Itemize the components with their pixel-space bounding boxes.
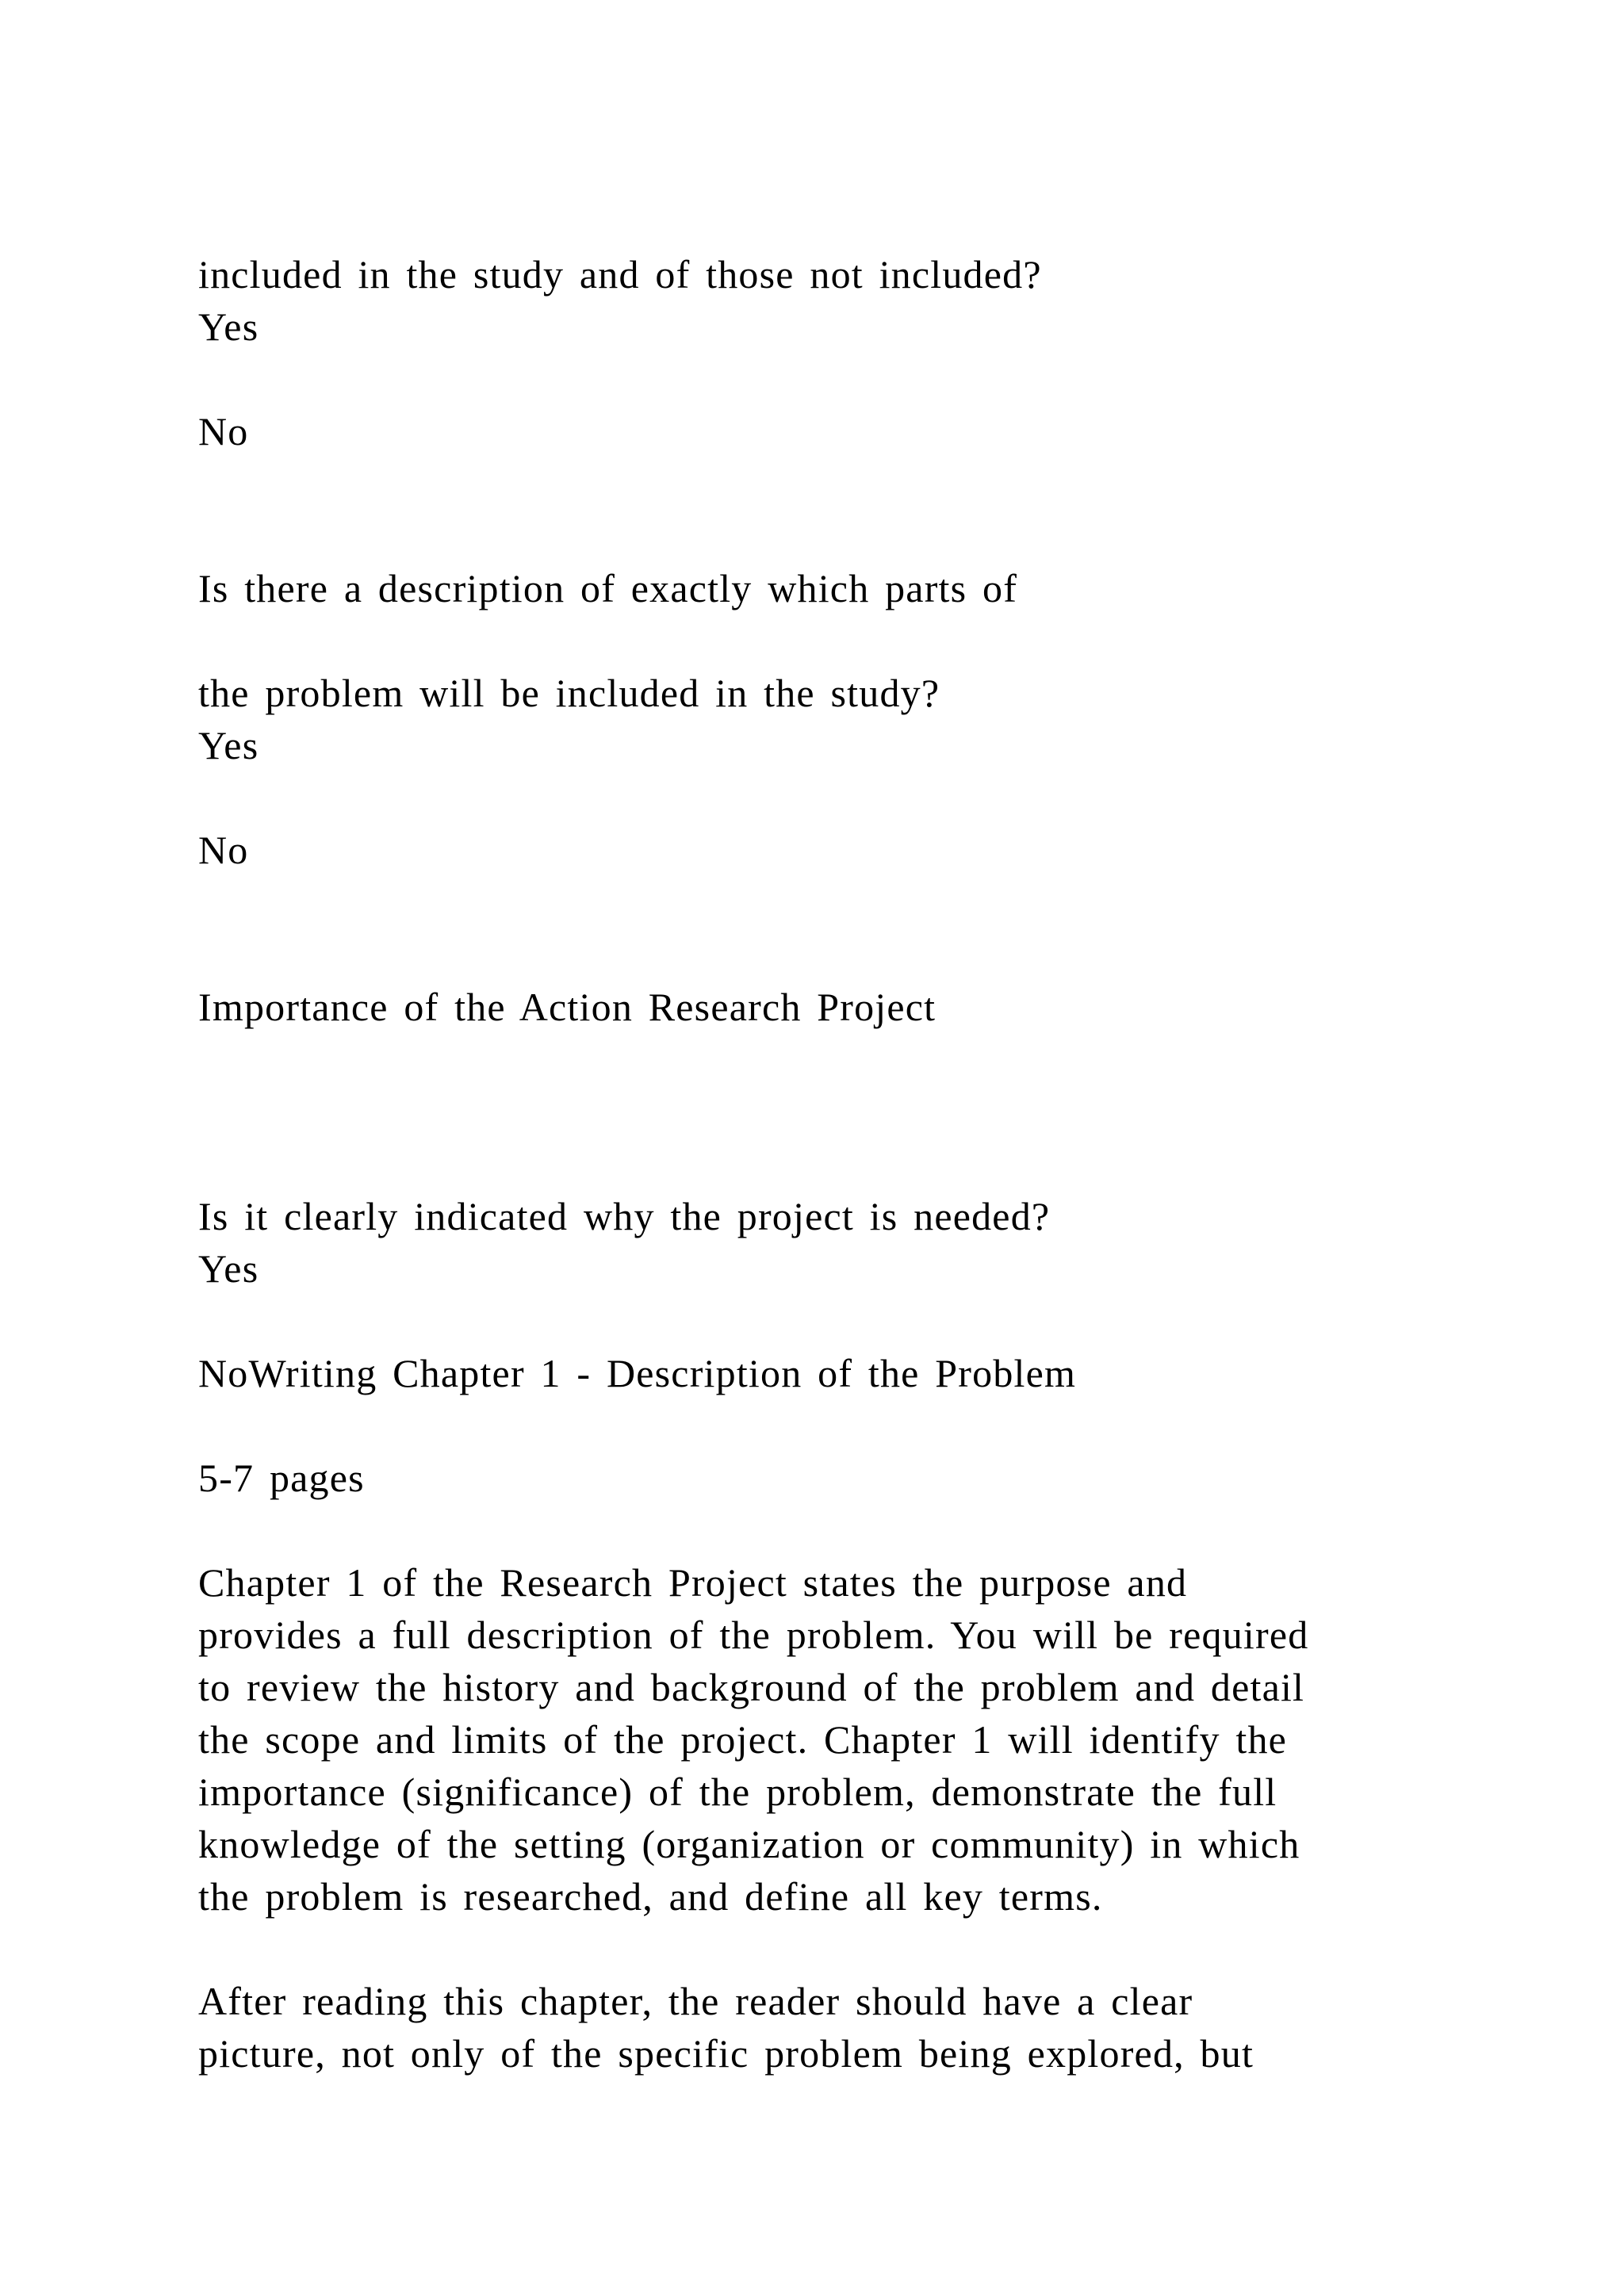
question-line: Is it clearly indicated why the project is needed? (198, 1194, 1051, 1238)
paragraph-line: After reading this chapter, the reader should have a clear (198, 1979, 1193, 2023)
paragraph-line: importance (significance) of the problem, demonstrate the full (198, 1770, 1277, 1814)
paragraph-line: to review the history and background of the problem and detail (198, 1665, 1305, 1709)
question-line: the problem will be included in the study? (198, 671, 940, 715)
chapter-title: NoWriting Chapter 1 - Description of the Problem (198, 1351, 1077, 1395)
paragraph-line: the scope and limits of the project. Chapter 1 will identify the (198, 1717, 1288, 1762)
paragraph-line: Chapter 1 of the Research Project states the purpose and (198, 1560, 1188, 1605)
section-heading: Importance of the Action Research Project (198, 985, 936, 1029)
answer-yes: Yes (198, 723, 259, 767)
paragraph-line: knowledge of the setting (organization or community) in which (198, 1822, 1300, 1866)
answer-no: No (198, 828, 249, 872)
question-line: Is there a description of exactly which parts of (198, 566, 1018, 610)
answer-no: No (198, 409, 249, 453)
paragraph-line: provides a full description of the problem. You will be required (198, 1613, 1309, 1657)
answer-yes: Yes (198, 1246, 259, 1291)
answer-yes: Yes (198, 304, 259, 349)
paragraph-line: the problem is researched, and define all key terms. (198, 1874, 1103, 1919)
text-line: included in the study and of those not included? (198, 252, 1042, 297)
paragraph-line: picture, not only of the specific problem being explored, but (198, 2031, 1254, 2076)
page-count: 5-7 pages (198, 1456, 365, 1500)
